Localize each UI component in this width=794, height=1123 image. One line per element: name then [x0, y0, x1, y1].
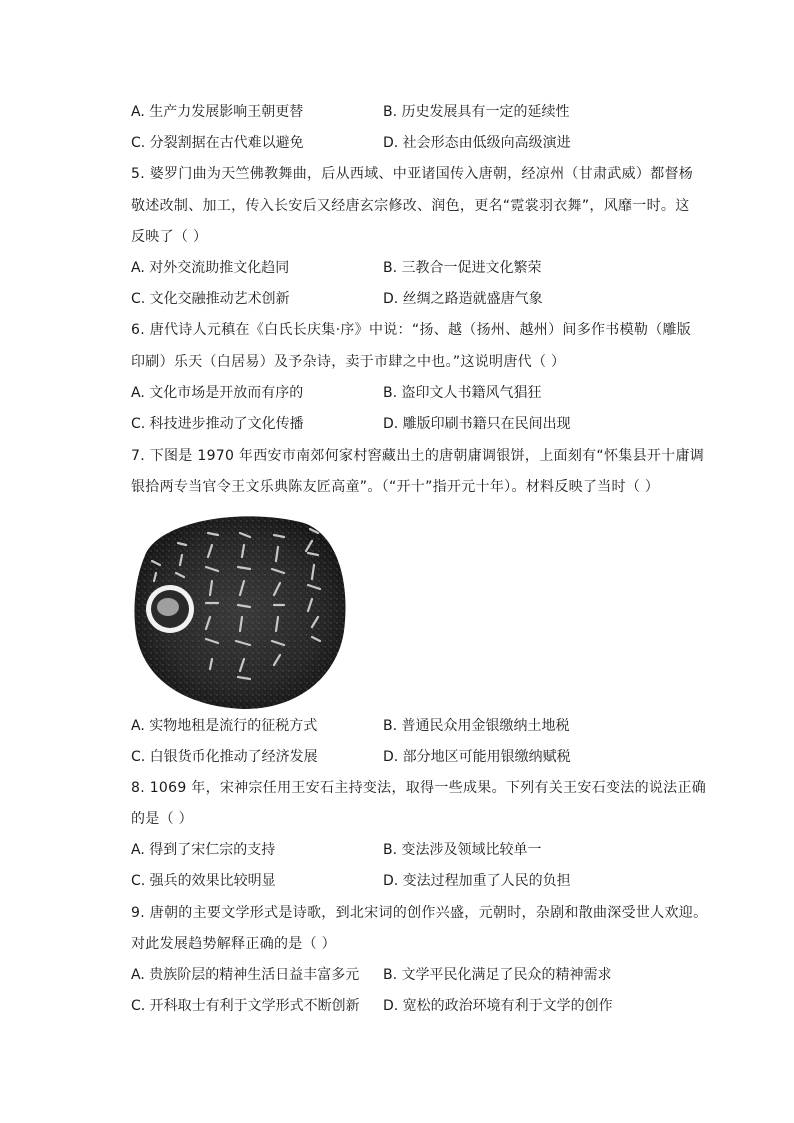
q7-option-d: D. 部分地区可能用银缴纳赋税: [383, 749, 571, 765]
q7-option-b: B. 普通民众用金银缴纳土地税: [383, 718, 570, 734]
q9-option-d: D. 宽松的政治环境有利于文学的创作: [383, 998, 613, 1014]
q4-option-c: C. 分裂割据在古代难以避免: [131, 135, 304, 151]
q4-option-a: A. 生产力发展影响王朝更替: [131, 104, 304, 120]
q5-stem-line-1: 5. 婆罗门曲为天竺佛教舞曲，后从西域、中亚诸国传入唐朝，经凉州（甘肃武威）都督杨: [131, 166, 694, 182]
q9-option-c: C. 开科取士有利于文学形式不断创新: [131, 998, 360, 1014]
q5-option-c: C. 文化交融推动艺术创新: [131, 291, 290, 307]
q5-option-b: B. 三教合一促进文化繁荣: [383, 260, 542, 276]
q4-option-b: B. 历史发展具有一定的延续性: [383, 104, 570, 120]
q5-stem-line-2: 敬述改制、加工，传入长安后又经唐玄宗修改、润色，更名“霓裳羽衣舞”，风靡一时。这: [131, 198, 690, 214]
q9-option-b: B. 文学平民化满足了民众的精神需求: [383, 967, 612, 983]
q8-stem-line-1: 8. 1069 年，宋神宗任用王安石主持变法，取得一些成果。下列有关王安石变法的说法正确: [131, 780, 707, 796]
silver-cake-rubbing-image: [132, 513, 350, 709]
q6-option-d: D. 雕版印刷书籍只在民间出现: [383, 416, 571, 432]
q9-stem-line-1: 9. 唐朝的主要文学形式是诗歌，到北宋词的创作兴盛，元朝时，杂剧和散曲深受世人欢迎。: [131, 905, 708, 921]
q8-option-b: B. 变法涉及领域比较单一: [383, 842, 542, 858]
q5-stem-line-3: 反映了（ ）: [131, 229, 208, 245]
q6-stem-line-2: 印刷）乐天（白居易）及予杂诗，卖于市肆之中也。”这说明唐代（ ）: [131, 354, 566, 370]
q6-stem-line-1: 6. 唐代诗人元稹在《白氏长庆集·序》中说：“扬、越（扬州、越州）间多作书模勒（雕版: [131, 322, 692, 338]
q6-option-a: A. 文化市场是开放而有序的: [131, 385, 304, 401]
q9-stem-line-2: 对此发展趋势解释正确的是（ ）: [131, 936, 336, 952]
q7-stem-line-1: 7. 下图是 1970 年西安市南郊何家村窖藏出土的唐朝庸调银饼，上面刻有“怀集县开十庸调: [131, 448, 705, 464]
q5-option-d: D. 丝绸之路造就盛唐气象: [383, 291, 543, 307]
q8-stem-line-2: 的是（ ）: [131, 811, 193, 827]
q6-option-c: C. 科技进步推动了文化传播: [131, 416, 304, 432]
q9-option-a: A. 贵族阶层的精神生活日益丰富多元: [131, 967, 360, 983]
q8-option-d: D. 变法过程加重了人民的负担: [383, 873, 571, 889]
q5-option-a: A. 对外交流助推文化趋同: [131, 260, 290, 276]
q6-option-b: B. 盗印文人书籍风气猖狂: [383, 385, 542, 401]
q7-option-c: C. 白银货币化推动了经济发展: [131, 749, 318, 765]
q8-option-c: C. 强兵的效果比较明显: [131, 873, 276, 889]
q8-option-a: A. 得到了宋仁宗的支持: [131, 842, 276, 858]
q4-option-d: D. 社会形态由低级向高级演进: [383, 135, 571, 151]
q7-stem-line-2: 银拾两专当官令王文乐典陈友匠高童”。（“开十”指开元十年）。材料反映了当时（ ）: [131, 479, 660, 495]
q7-option-a: A. 实物地租是流行的征税方式: [131, 718, 318, 734]
